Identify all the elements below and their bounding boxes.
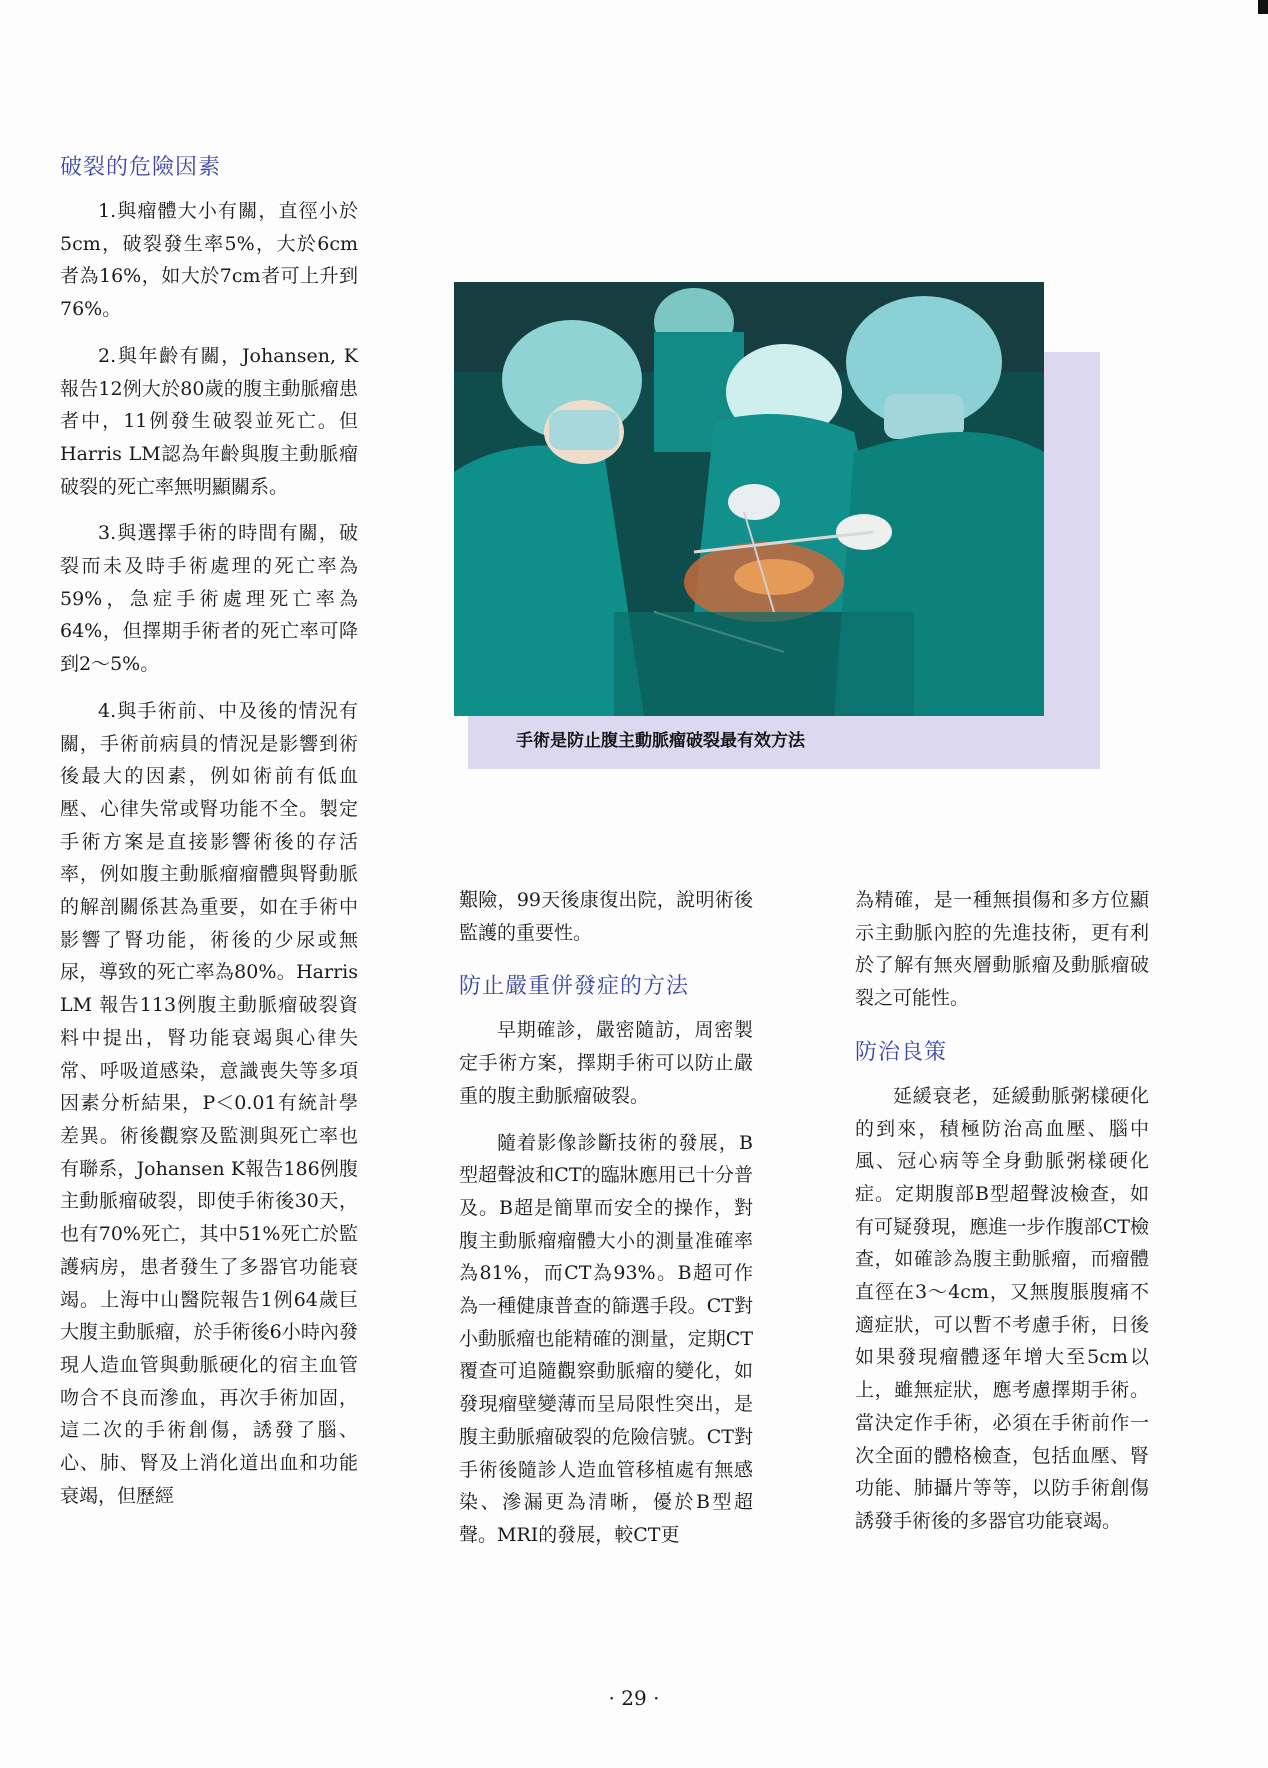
paragraph: 4.與手術前、中及後的情況有關，手術前病員的情況是影響到術後最大的因素，例如術前有低血壓、心律失常或腎功能不全。製定手術方案是直接影響術後的存活率，例如腹主動脈瘤瘤體與腎動脈的解剖關係甚為重要，如在手術中影響了腎功能，術後的少尿或無尿，導致的死亡率為80%。Harris LM 報告113例腹主動脈瘤破裂資料中提出，腎功能衰竭與心律失常、呼吸道感染，意識喪失等多項因素分析結果，P＜0.01有統計學差異。術後觀察及監測與死亡率也有聯系，Johansen K報告186例腹主動脈瘤破裂，即使手術後30天，也有70%死亡，其中51%死亡於監護病房，患者發生了多器官功能衰竭。上海中山醫院報告1例64歲巨大腹主動脈瘤，於手術後6小時內發現人造血管與動脈硬化的宿主血管吻合不良而滲血，再次手術加固，這二次的手術創傷，誘發了腦、心、肺、腎及上消化道出血和功能衰竭，但歷經 xyxy=(60,699,358,1507)
surgery-photo xyxy=(454,282,1044,716)
paragraph: 2.與年齡有關，Johansen, K報告12例大於80歲的腹主動脈瘤患者中，11例發生破裂並死亡。但Harris LM認為年齡與腹主動脈瘤破裂的死亡率無明顯關系。 xyxy=(60,344,358,498)
page-corner-mark xyxy=(1258,0,1268,14)
column-right xyxy=(855,884,1149,1552)
paragraph: 1.與瘤體大小有關，直徑小於5cm，破裂發生率5%，大於6cm者為16%，如大於7cm者可上升到76%。 xyxy=(60,200,358,321)
paragraph: 早期確診，嚴密隨訪，周密製定手術方案，擇期手術可以防止嚴重的腹主動脈瘤破裂。 xyxy=(459,1019,753,1107)
paragraph: 延緩衰老，延緩動脈粥樣硬化的到來，積極防治高血壓、腦中風、冠心病等全身動脈粥樣硬化症。定期腹部B型超聲波檢查，如有可疑發現，應進一步作腹部CT檢查，如確診為腹主動脈瘤，而瘤體直徑在3～4cm，又無腹脹腹痛不適症狀，可以暫不考慮手術，日後如果發現瘤體逐年增大至5cm以上，雖無症狀，應考慮擇期手術。當決定作手術，必須在手術前作一次全面的體格檢查，包括血壓、腎功能、肺攝片等等，以防手術創傷誘發手術後的多器官功能衰竭。 xyxy=(855,1084,1149,1532)
paragraph: 隨着影像診斷技術的發展，B型超聲波和CT的臨牀應用已十分普及。B超是簡單而安全的操作，對腹主動脈瘤瘤體大小的測量准確率為81%，而CT為93%。B超可作為一種健康普查的篩選手段。CT對小動脈瘤也能精確的測量，定期CT覆查可追隨觀察動脈瘤的變化，如發現瘤壁變薄而呈局限性突出，是腹主動脈瘤破裂的危險信號。CT對手術後隨診人造血管移植處有無感染、滲漏更為清晰，優於B型超聲。MRI的發展，較CT更 xyxy=(459,1131,753,1546)
figure-caption: 手術是防止腹主動脈瘤破裂最有效方法 xyxy=(516,731,805,751)
section-heading-rupture-risk: 破裂的危險因素 xyxy=(60,155,222,180)
paragraph-continued: 為精確，是一種無損傷和多方位顯示主動脈內腔的先進技術，更有利於了解有無夾層動脈瘤及動脈瘤破裂之可能性。 xyxy=(855,889,1149,1010)
paragraph: 3.與選擇手術的時間有關，破裂而未及時手術處理的死亡率為59%，急症手術處理死亡率為64%，但擇期手術者的死亡率可降到2～5%。 xyxy=(60,522,358,676)
section-heading-prevention-strategy: 防治良策 xyxy=(855,1039,948,1065)
page-number: · 29 · xyxy=(608,1686,660,1710)
section-heading-complication-prevention: 防止嚴重併發症的方法 xyxy=(459,974,690,1000)
column-middle xyxy=(459,884,753,1566)
paragraph-continued: 艱險，99天後康復出院，說明術後監護的重要性。 xyxy=(459,889,753,944)
column-left xyxy=(60,150,358,1526)
